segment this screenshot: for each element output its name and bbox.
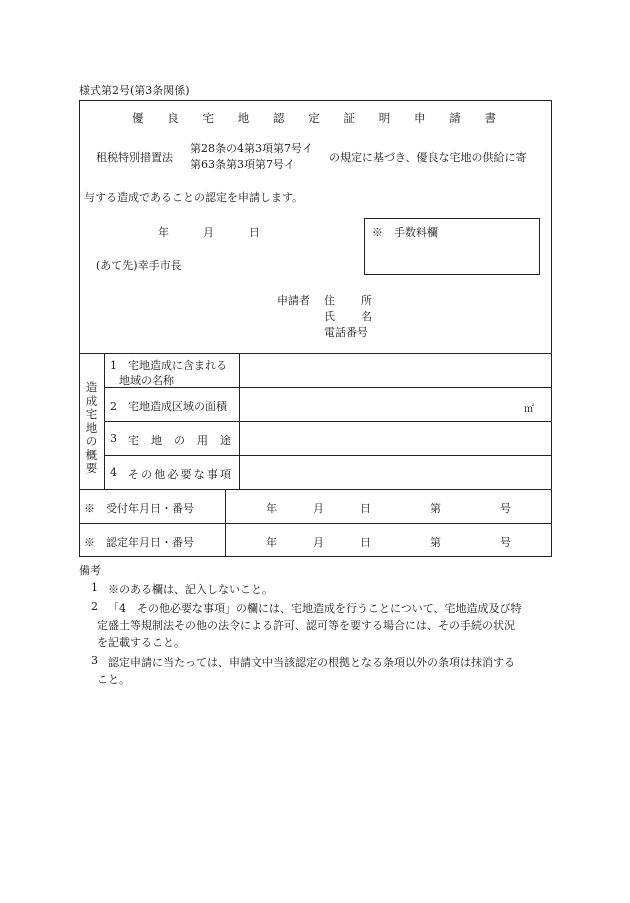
- overview-row-4-char: 事: [206, 468, 218, 481]
- applicant-address-label: 住 所: [324, 294, 372, 307]
- note-2-line-2: 定盛土等規制法その他の法令による許可、認可等を要する場合には、その手続の状況: [97, 619, 515, 632]
- overview-row-4-label: [128, 466, 231, 482]
- receipt-row-label: ※ 受付年月日・番号: [84, 502, 194, 515]
- form-title: [132, 110, 496, 126]
- overview-row-3-char: 地: [151, 434, 162, 447]
- fee-box-label: ※ 手数料欄: [372, 226, 438, 239]
- form-number-label: 様式第2号(第3条関係): [79, 84, 190, 97]
- overview-side-label-char: 概: [85, 447, 98, 462]
- overview-row-3-char: 途: [220, 434, 231, 447]
- note-3-line-2: こと。: [97, 673, 130, 686]
- overview-row-4-char: 他: [154, 468, 166, 481]
- form-title-char: 認: [273, 111, 285, 125]
- note-2-num: 2: [91, 600, 98, 613]
- overview-row-4-char: な: [193, 468, 205, 481]
- overview-side-label-char: の: [85, 434, 98, 448]
- overview-row-1-label-line-1: 1 宅地造成に含まれる: [110, 359, 227, 372]
- area-unit: ㎡: [524, 404, 534, 415]
- intro-line-2: 与する造成であることの認定を申請します。: [84, 191, 304, 204]
- overview-row-4-char: 項: [219, 468, 231, 481]
- note-3-num: 3: [91, 654, 98, 667]
- receipt-go: 号: [500, 502, 511, 515]
- receipt-year: 年: [266, 502, 277, 515]
- applicant-label: 申請者: [277, 294, 310, 307]
- overview-row-3-char: の: [174, 434, 185, 447]
- overview-row-4-num: 4: [110, 466, 117, 479]
- divider: [104, 421, 552, 422]
- overview-side-label-char: 宅: [85, 407, 98, 421]
- certification-month: 月: [313, 536, 324, 549]
- divider: [225, 489, 226, 557]
- overview-row-4-char: 要: [180, 468, 192, 481]
- date-day-label: 日: [249, 226, 260, 239]
- receipt-month: 月: [313, 502, 324, 515]
- certification-day: 日: [360, 536, 371, 549]
- article-reference-2: 第63条第3項第7号イ: [190, 158, 295, 171]
- form-title-char: 良: [167, 111, 179, 125]
- note-1-line-1: ※のある欄は、記入しないこと。: [108, 583, 273, 596]
- form-title-char: 書: [484, 111, 496, 125]
- overview-row-1-label-line-2: 地域の名称: [119, 374, 174, 387]
- form-title-char: 優: [132, 111, 144, 125]
- overview-row-2-label: 2 宅地造成区域の面積: [110, 400, 227, 413]
- overview-side-label-char: 造: [85, 380, 98, 394]
- certification-go: 号: [500, 536, 511, 549]
- overview-row-4-char: そ: [128, 468, 139, 481]
- overview-row-3-char: 用: [197, 434, 208, 447]
- law-name: 租税特別措置法: [96, 151, 173, 164]
- divider: [79, 353, 552, 354]
- date-year-label: 年: [158, 226, 169, 239]
- divider: [104, 455, 552, 456]
- receipt-day: 日: [360, 502, 371, 515]
- form-title-char: 申: [414, 111, 426, 125]
- form-title-char: 定: [308, 111, 320, 125]
- overview-row-3-label: [128, 432, 231, 448]
- overview-row-3-num: 3: [110, 432, 117, 445]
- divider: [79, 489, 552, 490]
- certification-year: 年: [266, 536, 277, 549]
- overview-row-4-char: 必: [167, 468, 179, 481]
- overview-row-3-char: 宅: [128, 434, 139, 447]
- intro-tail: の規定に基づき、優良な宅地の供給に寄: [329, 151, 527, 164]
- certification-dai: 第: [430, 536, 441, 549]
- note-3-line-1: 認定申請に当たっては、申請文中当該認定の根拠となる条項以外の条項は抹消する: [108, 656, 515, 669]
- article-reference-1: 第28条の4第3項第7号イ: [190, 142, 313, 155]
- form-title-char: 地: [237, 111, 250, 125]
- form-title-char: 請: [449, 111, 461, 125]
- note-2-line-3: を記載すること。: [97, 636, 185, 649]
- receipt-dai: 第: [430, 502, 441, 515]
- certification-row-label: ※ 認定年月日・番号: [84, 536, 194, 549]
- overview-row-4-char: の: [141, 468, 153, 481]
- overview-row-1-value[interactable]: [244, 363, 544, 381]
- addressee: (あて先)幸手市長: [96, 259, 182, 272]
- date-month-label: 月: [203, 226, 214, 239]
- overview-side-label-char: 成: [85, 393, 98, 408]
- note-2-line-1: 「4 その他必要な事項」の欄には、宅地造成を行うことについて、宅地造成及び特: [108, 602, 522, 615]
- applicant-phone-label: 電話番号: [324, 326, 368, 339]
- form-title-char: 宅: [202, 111, 214, 125]
- form-title-char: 明: [378, 111, 391, 125]
- applicant-name-label: 氏 名: [324, 310, 372, 323]
- divider: [79, 523, 552, 524]
- notes-heading: 備考: [79, 564, 101, 577]
- overview-side-label: [85, 381, 98, 476]
- overview-side-label-char: 要: [85, 461, 98, 475]
- note-1-num: 1: [91, 581, 98, 594]
- overview-side-label-char: 地: [85, 420, 98, 435]
- form-title-char: 証: [343, 111, 355, 125]
